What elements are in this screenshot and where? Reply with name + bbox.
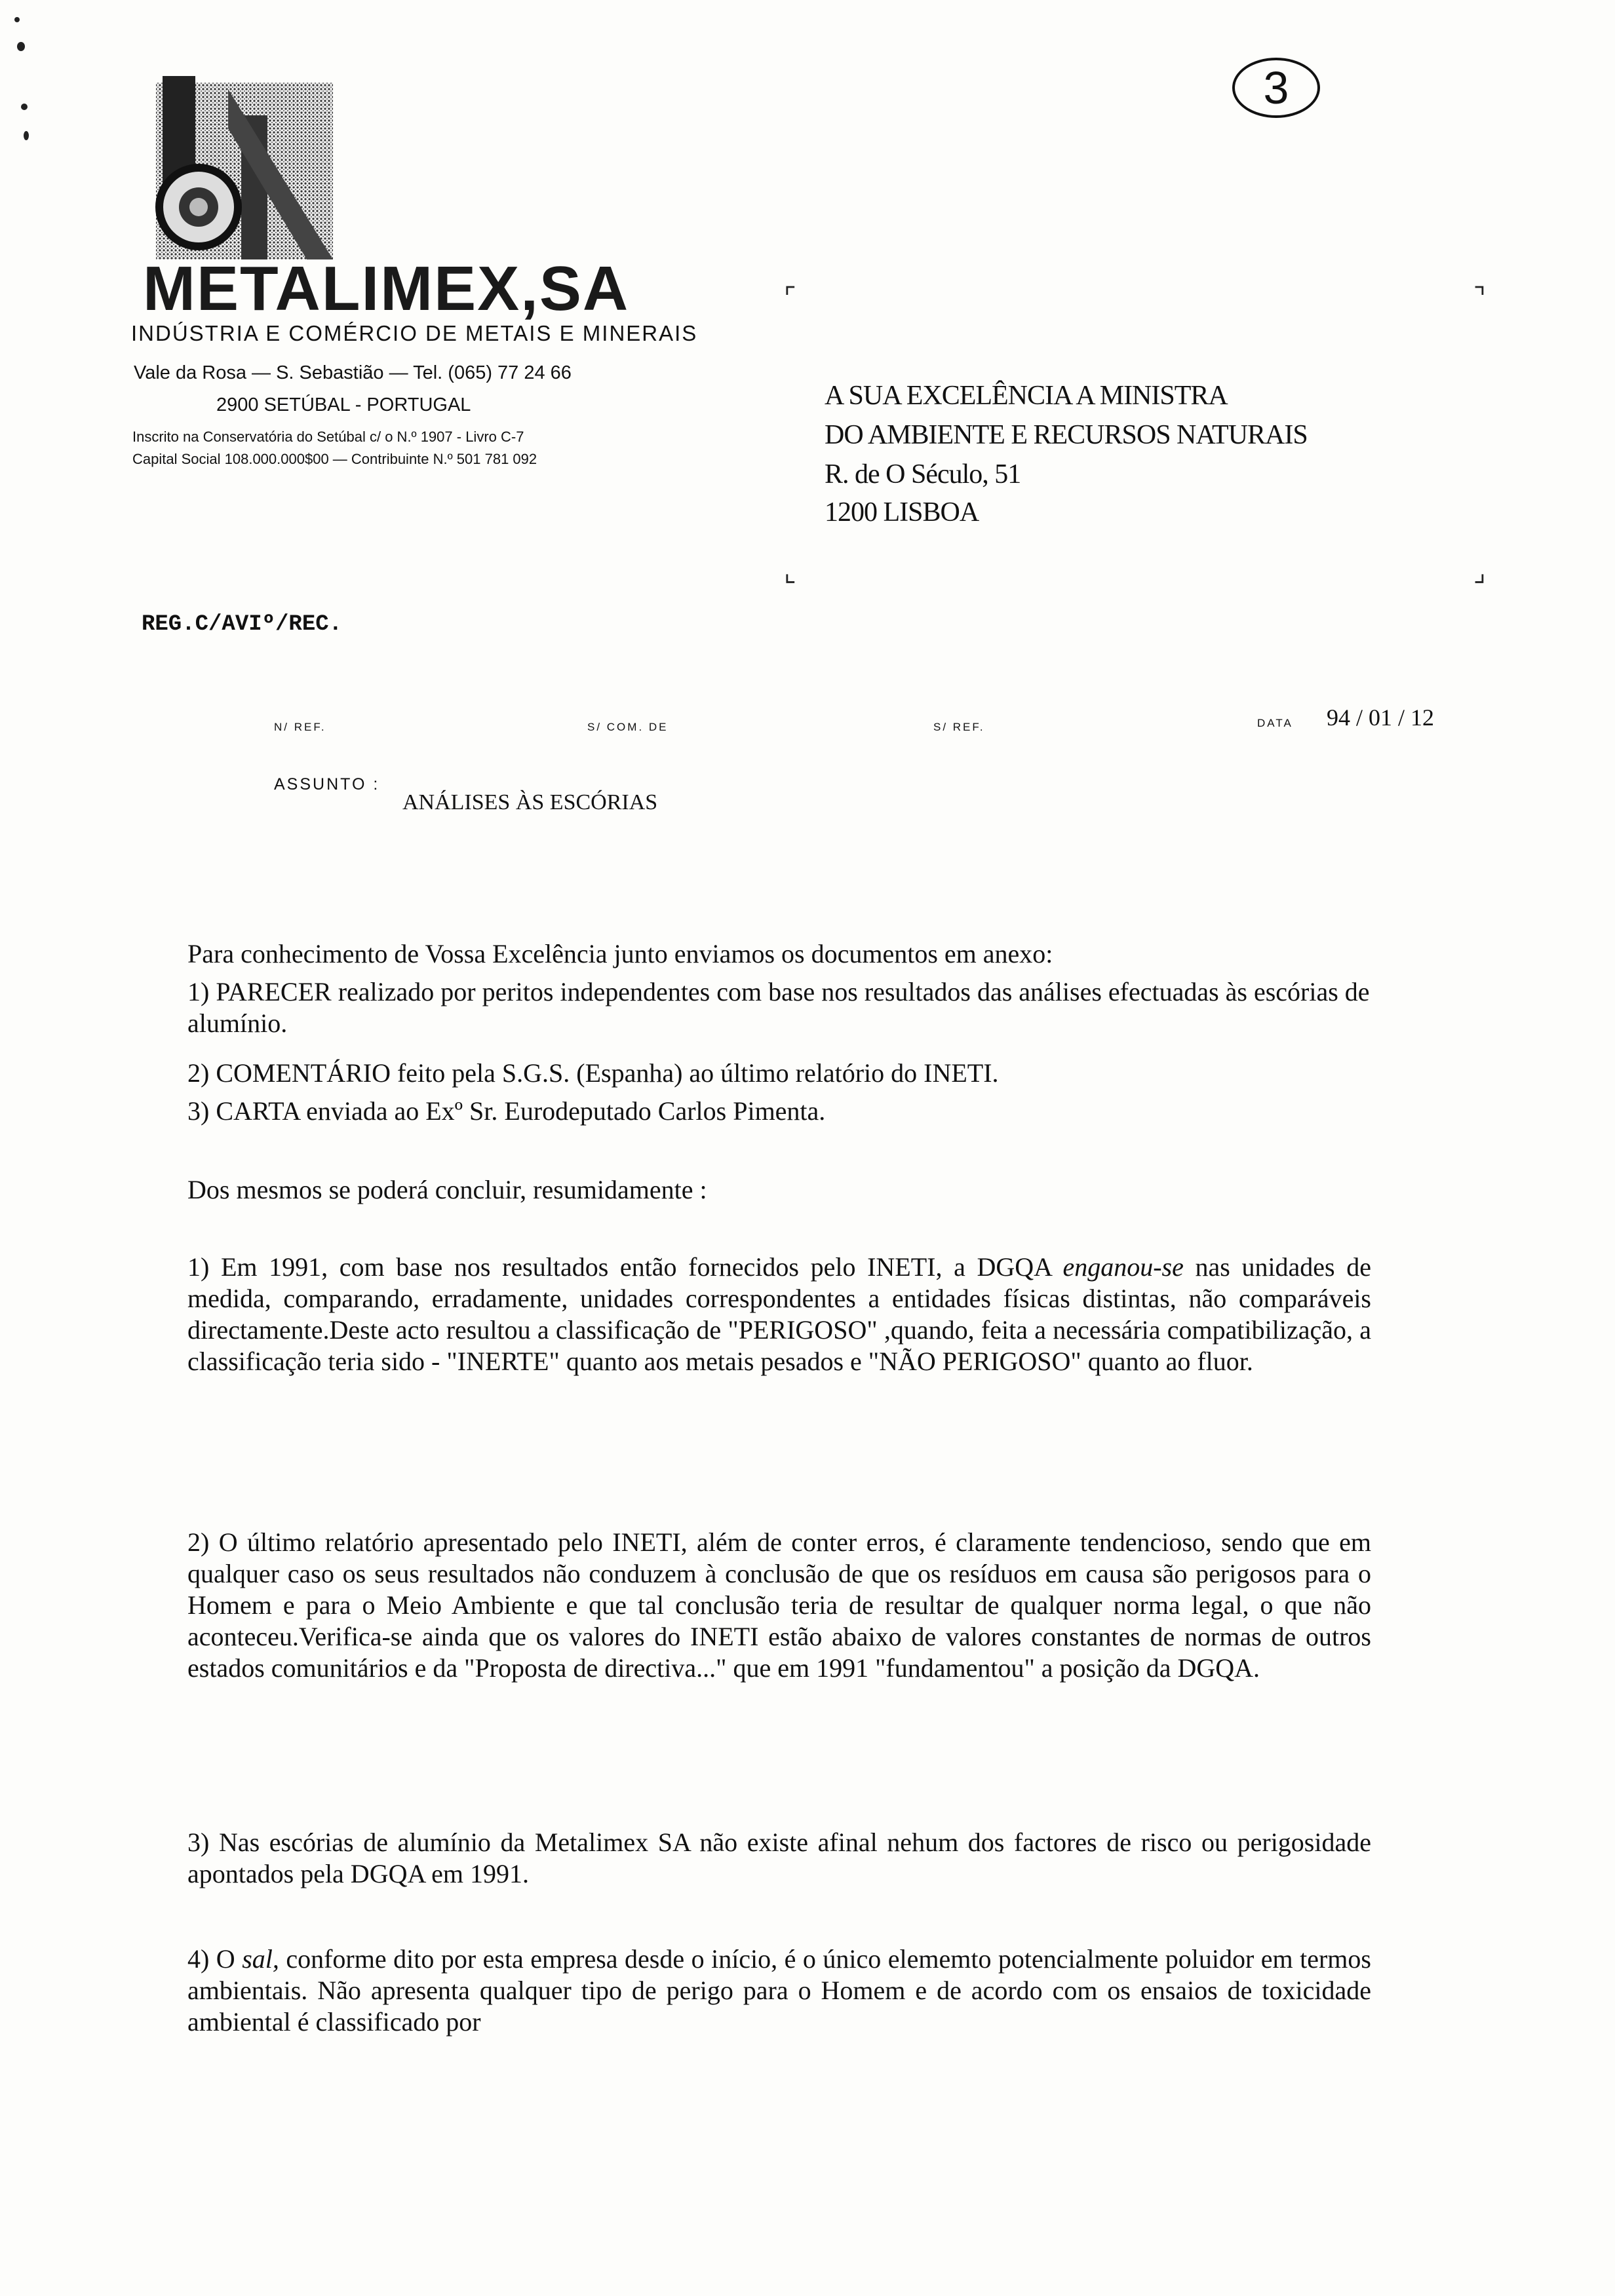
registration-code: REG.C/AVIº/REC. [142, 612, 343, 637]
conclusion-point-4 [187, 1943, 1371, 2038]
emphasis: sal, [242, 1944, 279, 1974]
date-value: 94 / 01 / 12 [1327, 704, 1435, 731]
window-corner-mark: ⌜ [784, 282, 796, 312]
document-item: 2) COMENTÁRIO feito pela S.G.S. (Espanha) ao último relatório do INETI. [187, 1058, 999, 1088]
your-ref-label: S/ REF. [933, 721, 985, 733]
our-ref-label: N/ REF. [274, 721, 326, 733]
window-corner-mark: ⌝ [1473, 282, 1486, 312]
scan-speck [24, 131, 29, 140]
recipient-address: R. de O Século, 51 [825, 459, 1021, 489]
scan-speck [21, 104, 28, 110]
subject-label: ASSUNTO : [274, 775, 380, 794]
scan-speck [17, 42, 25, 51]
emphasis: enganou-se [1062, 1252, 1184, 1282]
conclusion-intro: Dos mesmos se poderá concluir, resumidamente : [187, 1175, 707, 1204]
conclusion-point-3: 3) Nas escórias de alumínio da Metalimex SA não existe afinal nehum dos factores de risco ou perigosidade apontados pela DGQA em 1991. [187, 1827, 1371, 1888]
document-item: 3) CARTA enviada ao Exº Sr. Eurodeputado Carlos Pimenta. [187, 1096, 826, 1126]
company-city: 2900 SETÚBAL - PORTUGAL [216, 394, 471, 415]
page-number: 3 [1232, 58, 1320, 118]
subject-value: ANÁLISES ÀS ESCÓRIAS [402, 790, 658, 814]
your-comm-label: S/ COM. DE [587, 721, 669, 733]
company-registry: Inscrito na Conservatória do Setúbal c/ o N.º 1907 - Livro C-7 [132, 429, 524, 445]
recipient-line: A SUA EXCELÊNCIA A MINISTRA [825, 381, 1228, 411]
window-corner-mark: ⌟ [1473, 558, 1486, 587]
company-address: Vale da Rosa — S. Sebastião — Tel. (065) 77 24 66 [134, 362, 572, 383]
date-label: DATA [1257, 717, 1293, 729]
company-name: METALIMEX,SA [143, 254, 630, 324]
intro-paragraph: Para conhecimento de Vossa Excelência junto enviamos os documentos em anexo: [187, 939, 1053, 968]
company-tagline: INDÚSTRIA E COMÉRCIO DE METAIS E MINERAIS [131, 321, 698, 345]
text-run: 4) O [187, 1944, 243, 1974]
window-corner-mark: ⌞ [784, 558, 796, 587]
document-item: 1) PARECER realizado por peritos independentes com base nos resultados das análises efectuadas às escórias de alumínio. [187, 977, 1370, 1038]
conclusion-point-2: 2) O último relatório apresentado pelo INETI, além de conter erros, é claramente tendencioso, sendo que em qualquer caso os seus resultados não conduzem à conclusão de que os resíduos em causa são perigosos para o Homem e para o Meio Ambiente e que tal conclusão teria de resultar de qualquer norma legal, o que não aconteceu.Verifica-se ainda que os valores do INETI estão abaixo de valores constantes de normas de outros estados comunitários e da "Proposta de directiva..." que em 1991 "fundamentou" a posição da DGQA. [187, 1527, 1371, 1683]
scan-speck [14, 17, 20, 22]
recipient-line: DO AMBIENTE E RECURSOS NATURAIS [825, 420, 1308, 450]
text-run: conforme dito por esta empresa desde o início, é o único elememto potencialmente poluidor em termos ambientais. Não apresenta qualquer tipo de perigo para o Homem e de acordo com os ensaios de toxicidade ambiental é classificado por [187, 1944, 1371, 2037]
conclusion-point-1 [187, 1252, 1371, 1377]
recipient-city: 1200 LISBOA [825, 497, 979, 527]
text-run: nas unidades de medida, comparando, erradamente, unidades correspondentes a entidades físicas distintas, não comparáveis directamente.Deste acto resultou a classificação de "PERIGOSO" ,quando, feita a necessária compatibilização, a classificação teria sido - "INERTE" quanto aos metais pesados e "NÃO PERIGOSO" quanto ao fluor. [187, 1252, 1372, 1376]
company-capital: Capital Social 108.000.000$00 — Contribuinte N.º 501 781 092 [132, 451, 537, 467]
company-logo [143, 76, 340, 266]
text-run: 1) Em 1991, com base nos resultados então fornecidos pelo INETI, a DGQA [187, 1252, 1063, 1282]
